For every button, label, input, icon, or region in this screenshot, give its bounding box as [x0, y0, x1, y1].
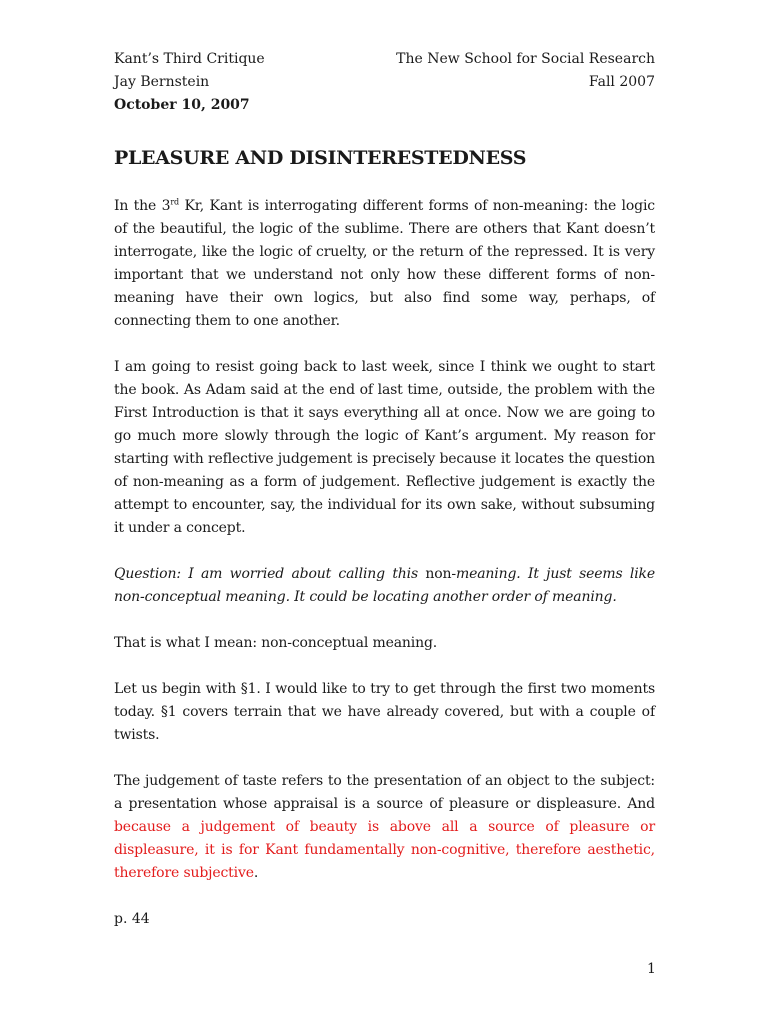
paragraph-judgement-of-taste	[114, 770, 655, 885]
paragraph-intro-rest: Kr, Kant is interrogating different forms of non-meaning: the logic of the beautiful, the logic of the sublime. There are others that Kant doesn’t interrogate, like the logic of cruelty, or the return of the repressed. It is very important that we understand not only how these different forms of non-meaning have their own logics, but also find some way, perhaps, of connecting them to one another.	[114, 198, 655, 329]
header-row-1	[114, 48, 655, 71]
ordinal-superscript: rd	[170, 197, 180, 207]
taste-plain-text: The judgement of taste refers to the presentation of an object to the subject: a presentation whose appraisal is a source of pleasure or displeasure. And	[114, 773, 655, 812]
paragraph-intro-start: In the 3	[114, 198, 171, 214]
lecture-date: October 10, 2007	[114, 97, 250, 113]
paragraph-intro	[114, 195, 655, 333]
header-row-2	[114, 71, 655, 94]
paragraph-question	[114, 563, 655, 609]
paragraph-section-one: Let us begin with §1. I would like to try to get through the first two moments today. §1 covers terrain that we have already covered, but with a couple of twists.	[114, 681, 655, 743]
document-page	[114, 48, 655, 931]
lecture-title: PLEASURE AND DISINTERESTEDNESS	[114, 147, 527, 169]
taste-end-punctuation: .	[253, 865, 259, 881]
paragraph-answer: That is what I mean: non-conceptual meaning.	[114, 635, 438, 651]
header-row-3	[114, 94, 655, 117]
course-title: Kant’s Third Critique	[114, 51, 265, 67]
page-reference: p. 44	[114, 911, 150, 927]
term: Fall 2007	[588, 74, 655, 90]
question-part-1: Question: I am worried about calling this	[114, 566, 426, 582]
question-part-2: meaning. It just seems like non-conceptual meaning. It could be locating another order of meaning.	[114, 566, 655, 605]
page-number: 1	[647, 961, 656, 977]
question-emphasis: non-	[425, 566, 456, 582]
taste-highlighted-text: because a judgement of beauty is above all a source of pleasure or displeasure, it is for Kant fundamentally non-cognitive, therefore aesthetic, therefore subjective	[114, 819, 655, 881]
institution-name: The New School for Social Research	[396, 51, 655, 67]
paragraph-reflective-judgement: I am going to resist going back to last week, since I think we ought to start the book. As Adam said at the end of last time, outside, the problem with the First Introduction is that it says everything all at once. Now we are going to go much more slowly through the logic of Kant’s argument. My reason for starting with reflective judgement is precisely because it locates the question of non-meaning as a form of judgement. Reflective judgement is exactly the attempt to encounter, say, the individual for its own sake, without subsuming it under a concept.	[114, 359, 655, 536]
lecturer-name: Jay Bernstein	[114, 74, 210, 90]
